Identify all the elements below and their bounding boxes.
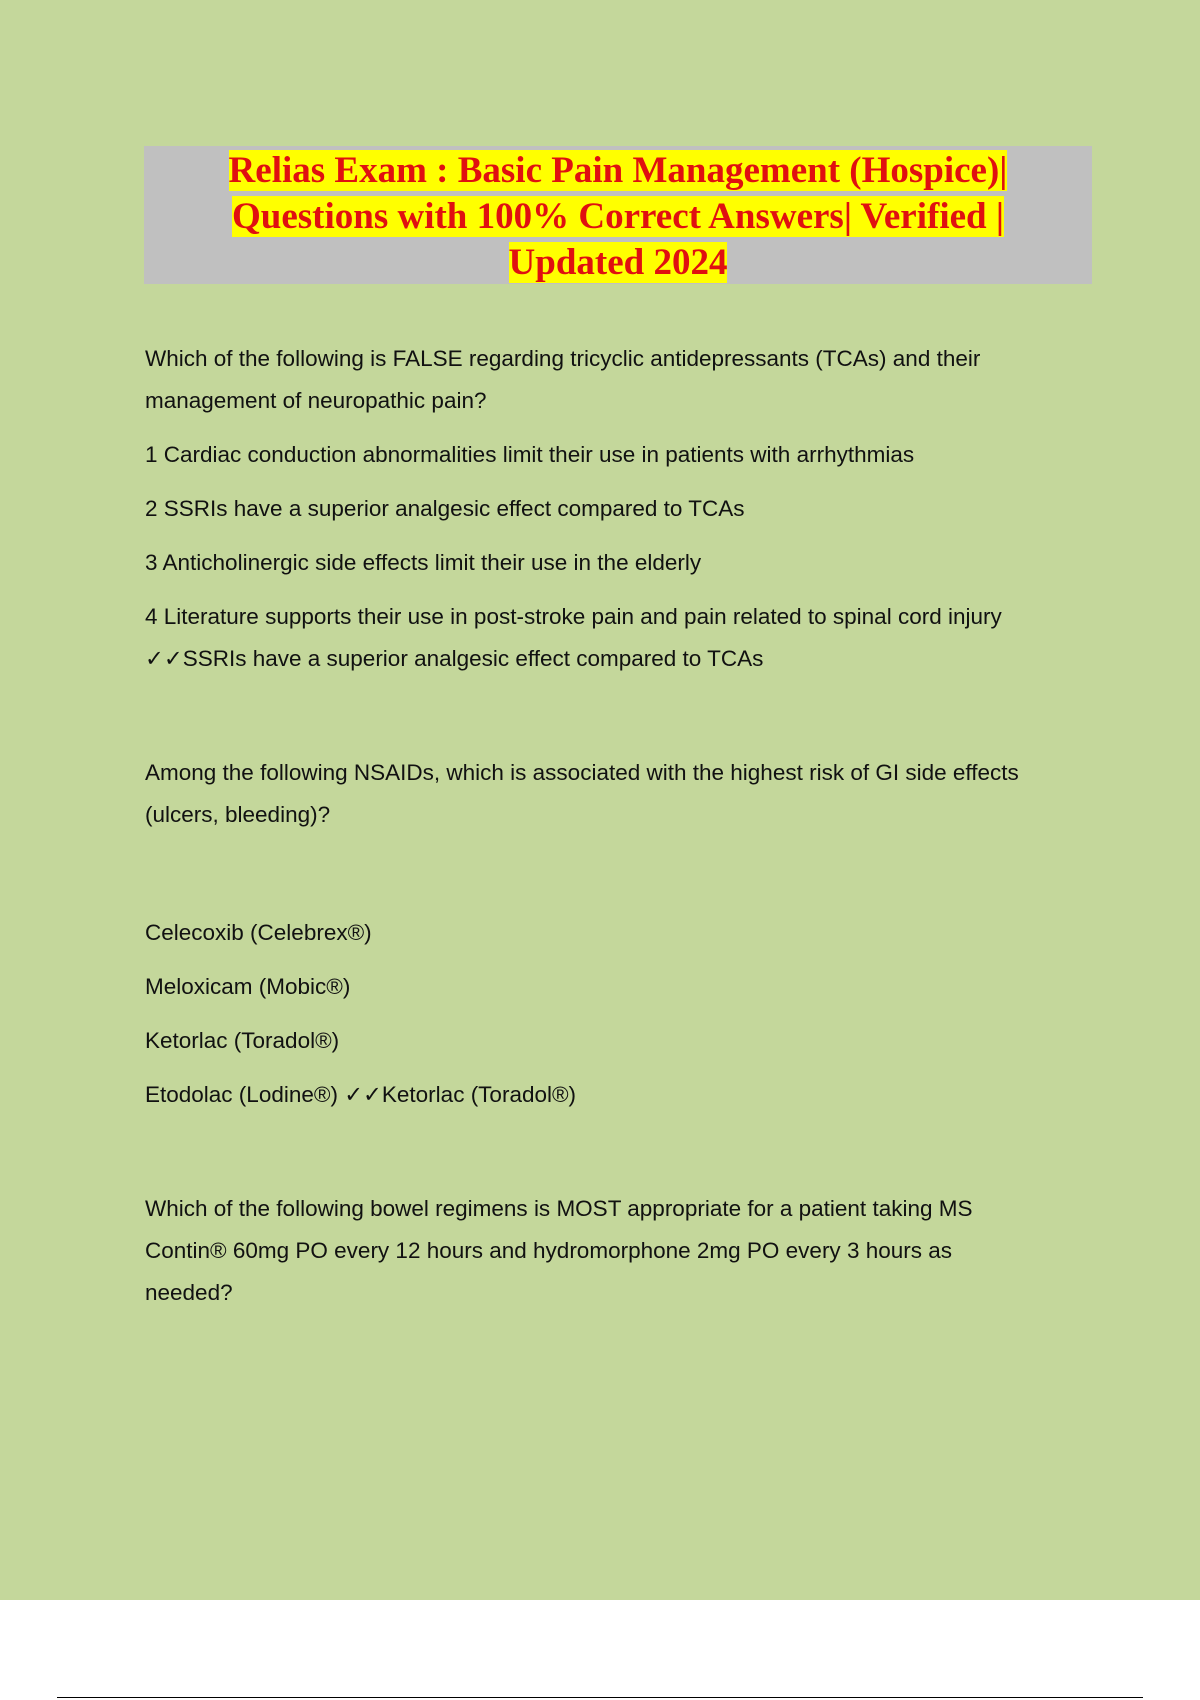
question-1-option-2: 2 SSRIs have a superior analgesic effect compared to TCAs <box>145 496 745 521</box>
question-3-stem-line-2: Contin® 60mg PO every 12 hours and hydromorphone 2mg PO every 3 hours as <box>145 1238 953 1263</box>
question-2 <box>145 752 1105 1116</box>
question-2-option-3: Ketorlac (Toradol®) <box>145 1028 340 1053</box>
question-1-option-3: 3 Anticholinergic side effects limit their use in the elderly <box>145 550 702 575</box>
title-banner <box>144 146 1092 284</box>
question-3 <box>145 1188 1105 1314</box>
question-1-answer: ✓✓SSRIs have a superior analgesic effect compared to TCAs <box>145 646 764 671</box>
question-2-stem-line-1: Among the following NSAIDs, which is associated with the highest risk of GI side effects <box>145 760 1019 785</box>
question-3-stem-line-3: needed? <box>145 1280 233 1305</box>
document-body <box>145 338 1105 1314</box>
question-1 <box>145 338 1105 680</box>
title-line-2: Questions with 100% Correct Answers| Verified | <box>231 196 1004 237</box>
question-2-option-1: Celecoxib (Celebrex®) <box>145 920 372 945</box>
question-1-option-4: 4 Literature supports their use in post-stroke pain and pain related to spinal cord injury <box>145 604 1002 629</box>
question-1-stem-line-1: Which of the following is FALSE regarding tricyclic antidepressants (TCAs) and their <box>145 346 981 371</box>
title-line-3: Updated 2024 <box>508 242 728 283</box>
question-2-stem-line-2: (ulcers, bleeding)? <box>145 802 331 827</box>
question-1-stem-line-2: management of neuropathic pain? <box>145 388 487 413</box>
title-line-1: Relias Exam : Basic Pain Management (Hospice)| <box>228 150 1008 191</box>
question-2-option-2: Meloxicam (Mobic®) <box>145 974 351 999</box>
question-2-option-4: Etodolac (Lodine®) ✓✓Ketorlac (Toradol®) <box>145 1082 577 1107</box>
footer-rule <box>57 1697 1143 1698</box>
question-1-option-1: 1 Cardiac conduction abnormalities limit their use in patients with arrhythmias <box>145 442 915 467</box>
question-3-stem-line-1: Which of the following bowel regimens is MOST appropriate for a patient taking MS <box>145 1196 973 1221</box>
document-title <box>144 146 1092 286</box>
